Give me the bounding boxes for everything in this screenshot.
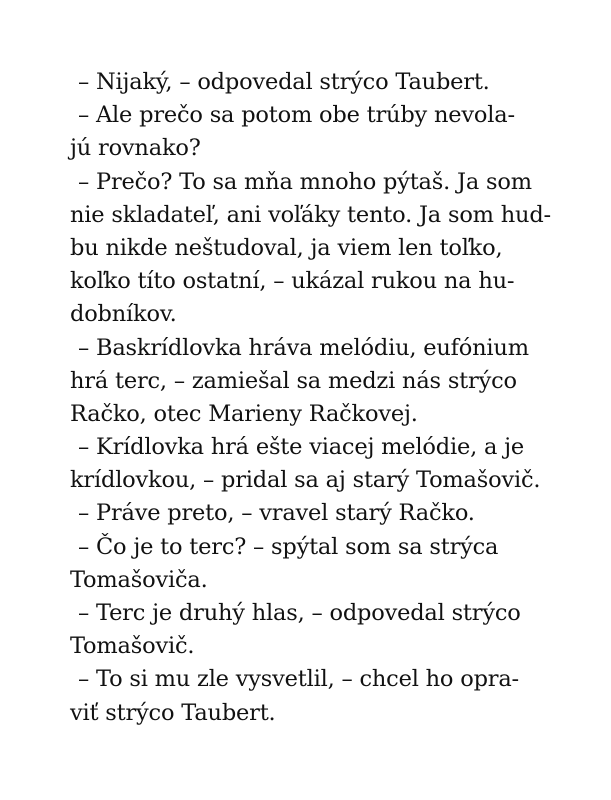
text-line: – Prečo? To sa mňa mnoho pýtaš. Ja som [78, 168, 532, 195]
text-line: – Čo je to terc? – spýtal som sa strýca [78, 533, 499, 560]
text-line: viť strýco Taubert. [70, 699, 276, 726]
text-line: krídlovkou, – pridal sa aj starý Tomašovič. [70, 467, 541, 494]
text-line: Tomašovič. [70, 633, 195, 660]
text-line: koľko títo ostatní, – ukázal rukou na hu- [70, 268, 515, 295]
text-line: dobníkov. [70, 301, 177, 328]
text-line: bu nikde neštudoval, ja viem len toľko, [70, 234, 503, 261]
text-line: – Ale prečo sa potom obe trúby nevola- [78, 102, 515, 129]
text-line: – Baskrídlovka hráva melódiu, eufónium [78, 334, 529, 361]
text-line: – To si mu zle vysvetlil, – chcel ho opra- [78, 666, 519, 693]
text-line: – Práve preto, – vravel starý Račko. [78, 500, 475, 527]
text-line: – Nijaký, – odpovedal strýco Taubert. [78, 69, 490, 95]
text-line: Račko, otec Marieny Račkovej. [70, 400, 418, 427]
text-line: hrá terc, – zamiešal sa medzi nás strýco [70, 367, 517, 394]
text-line: – Terc je druhý hlas, – odpovedal strýco [78, 600, 521, 626]
dialogue-text-block [70, 66, 550, 730]
text-line: jú rovnako? [70, 135, 201, 162]
text-line: – Krídlovka hrá ešte viacej melódie, a je [78, 434, 525, 461]
text-line: Tomašoviča. [70, 566, 208, 593]
text-line: nie skladateľ, ani voľáky tento. Ja som hud- [70, 201, 551, 228]
